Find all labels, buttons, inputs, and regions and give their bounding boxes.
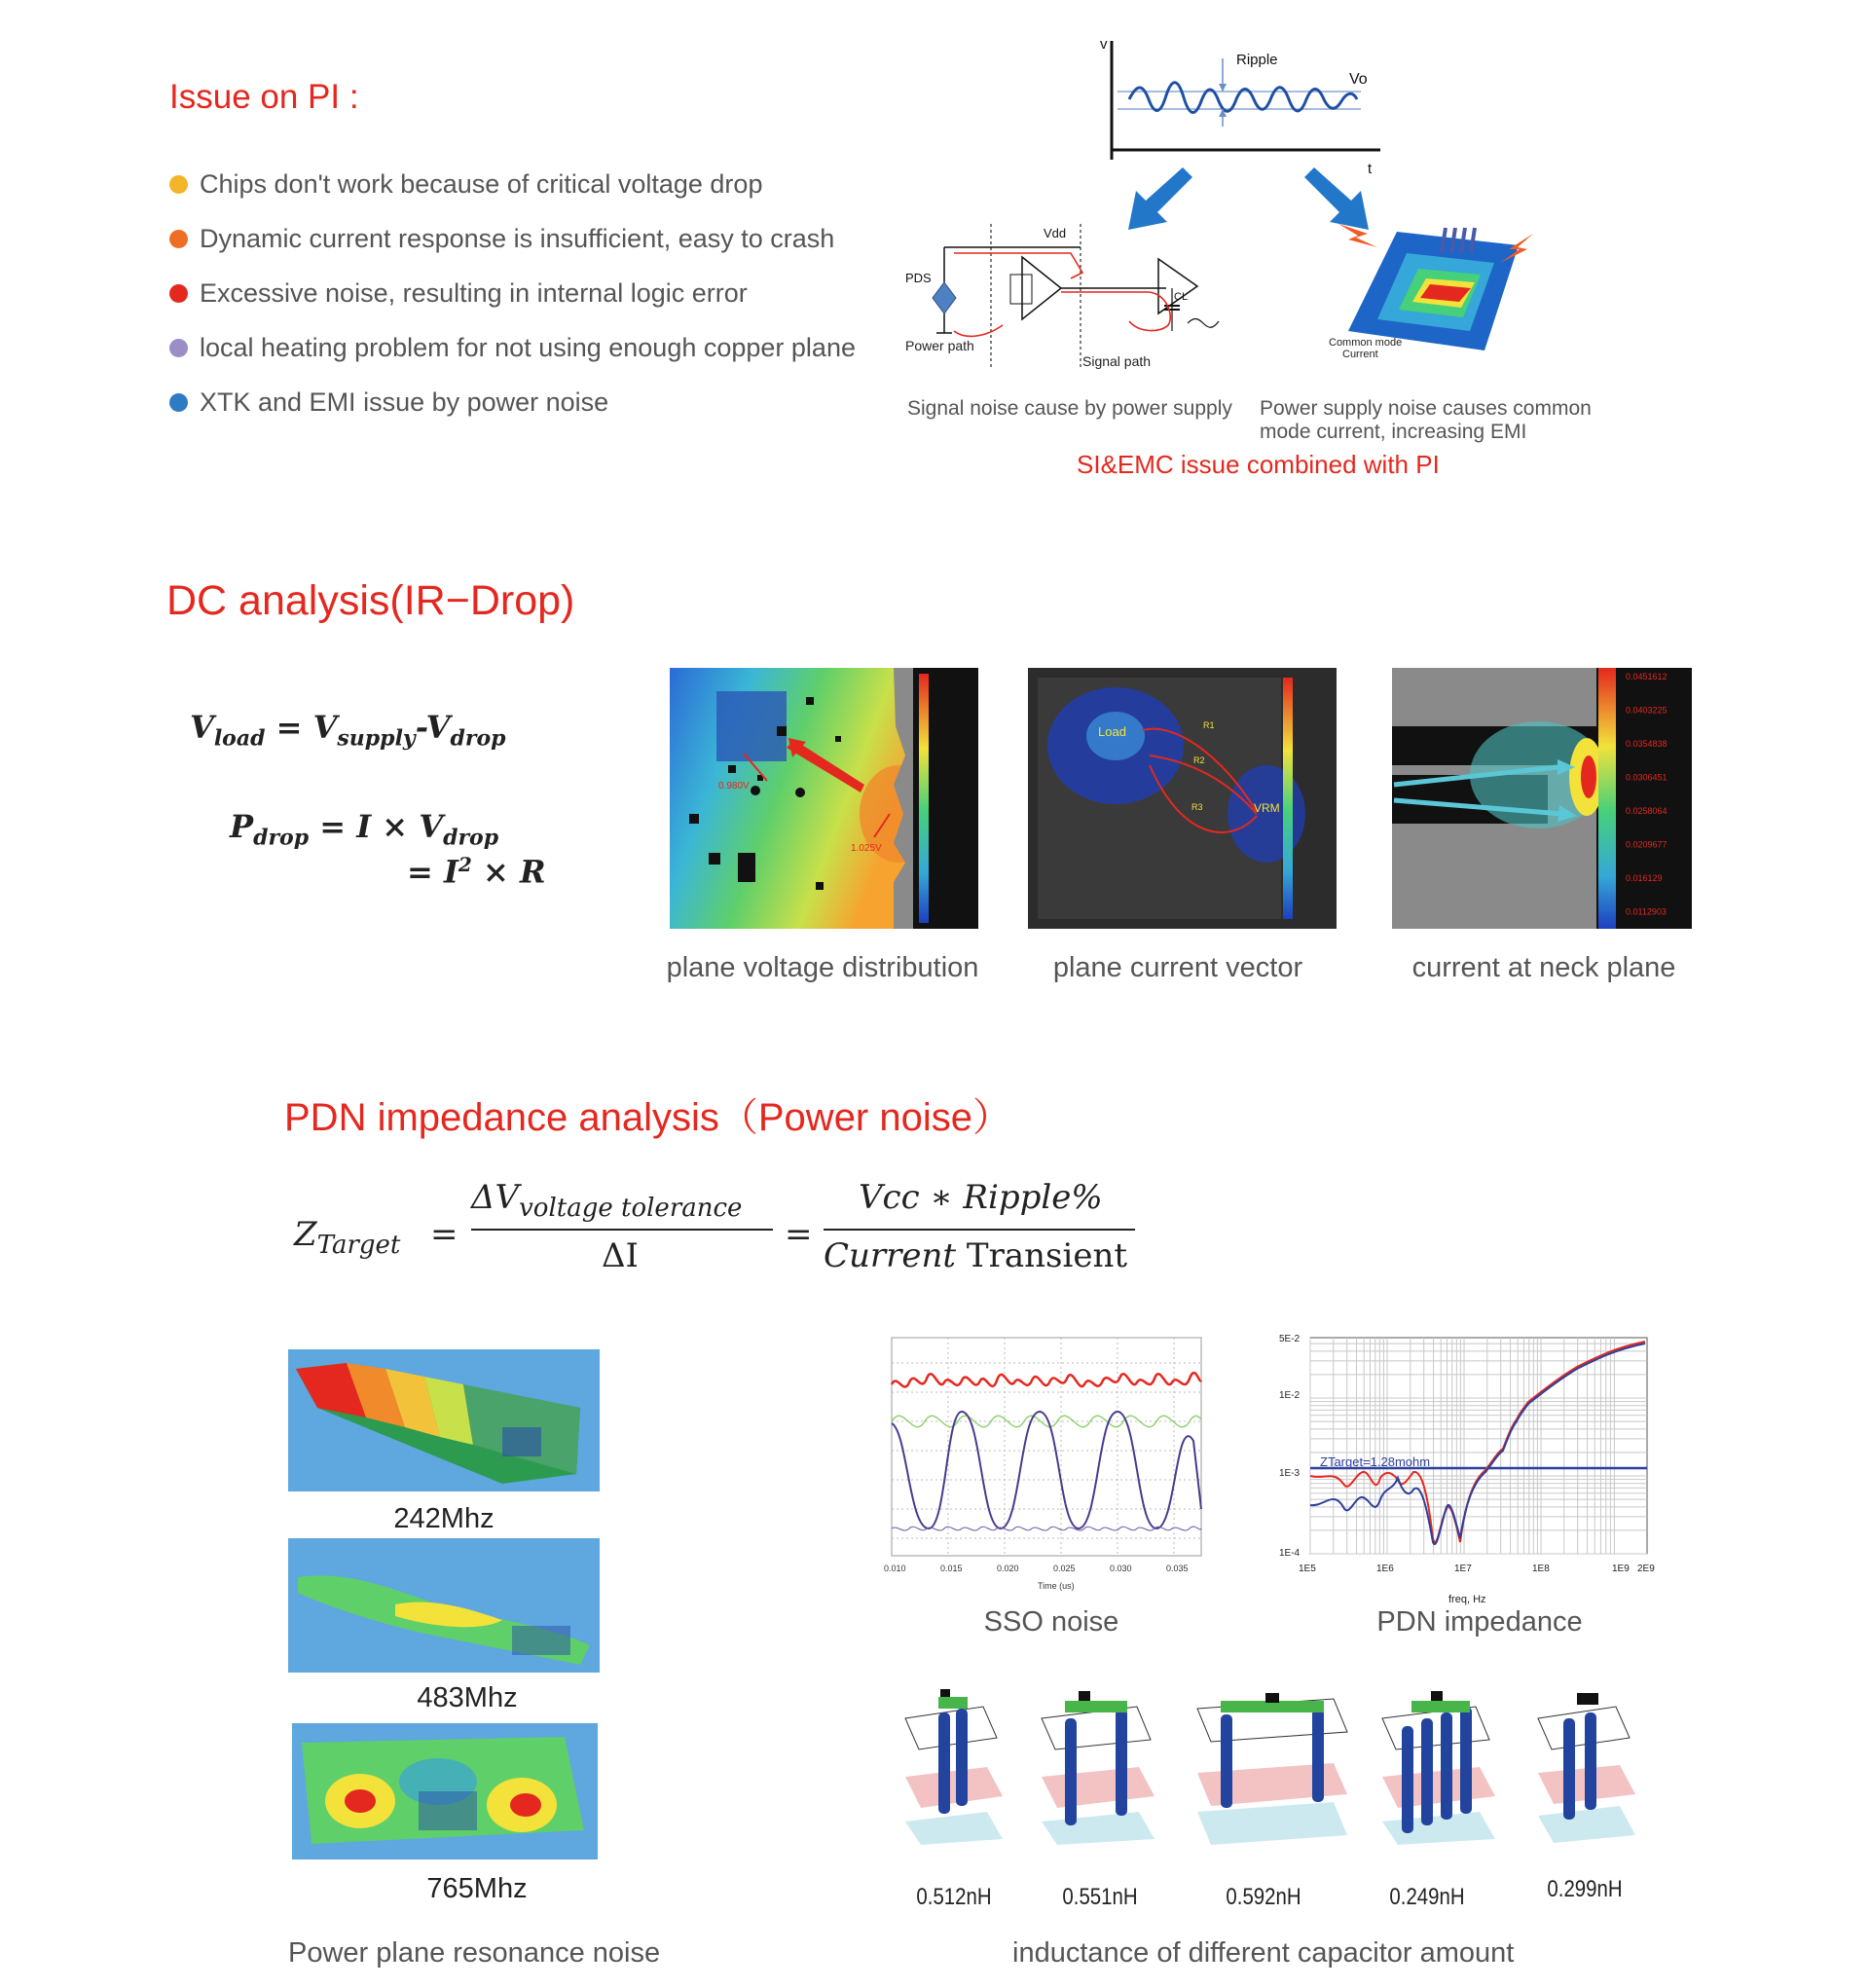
plane-voltage-distribution-map — [670, 668, 978, 929]
vo-label: Vo — [1349, 71, 1368, 88]
resonance-plate-765mhz — [292, 1723, 598, 1859]
si-emc-combined-caption: SI&EMC issue combined with PI — [1077, 450, 1440, 479]
ripple-label: Ripple — [1236, 52, 1278, 68]
resonance-freq-label: 483Mhz — [417, 1682, 518, 1713]
sso-noise-plot — [884, 1334, 1205, 1597]
current-label: Current — [1342, 349, 1378, 360]
issue-bullet-item — [169, 266, 856, 320]
common-mode-label: Common mode — [1329, 337, 1403, 349]
bullet-dot-icon — [169, 339, 188, 357]
pdn-x-tick: 1E9 — [1612, 1564, 1630, 1574]
resonance-freq-label: 242Mhz — [393, 1503, 495, 1534]
pdn-y-tick: 1E-3 — [1279, 1468, 1301, 1479]
issue-section-title: Issue on PI : — [169, 78, 359, 116]
issue-bullet-text: Dynamic current response is insufficient, easy to crash — [200, 223, 835, 253]
bullet-dot-icon — [169, 393, 188, 412]
capacitor-figure — [896, 1679, 1012, 1845]
axis-t-label: t — [1368, 161, 1373, 177]
pdn-x-tick: 1E5 — [1299, 1564, 1316, 1574]
voltage-low-label: 0.980V — [718, 781, 750, 792]
pdn-x-tick: 2E9 — [1637, 1564, 1655, 1574]
bullet-dot-icon — [169, 284, 188, 303]
signal-noise-caption: Signal noise cause by power supply — [907, 397, 1232, 420]
issue-bullet-text: Chips don't work because of critical voltage drop — [200, 168, 763, 199]
pdn-x-tick: 1E6 — [1376, 1564, 1394, 1574]
neck-scale-tick: 0.0112903 — [1626, 906, 1667, 917]
current-vector-caption: plane current vector — [1052, 952, 1303, 983]
r1-label: R1 — [1203, 720, 1215, 730]
pdrop-formula-line2: = $I^2 \times R$ — [407, 853, 546, 891]
issue-bullet-item — [169, 211, 856, 266]
sso-x-tick: 0.020 — [997, 1564, 1019, 1573]
capacitor-figure — [1528, 1679, 1645, 1845]
sso-x-tick: 0.015 — [940, 1564, 963, 1573]
plane-current-vector-map — [1028, 668, 1337, 929]
capacitor-figure — [1032, 1679, 1168, 1845]
pdn-y-tick: 1E-2 — [1279, 1390, 1301, 1401]
sso-x-tick: 0.025 — [1053, 1564, 1076, 1573]
inductance-label: 0.299nH — [1547, 1876, 1623, 1902]
power-noise-caption-line1: Power supply noise causes common — [1260, 397, 1592, 420]
sso-x-tick: 0.030 — [1110, 1564, 1132, 1573]
pdn-x-tick: 1E8 — [1532, 1564, 1550, 1574]
pdn-y-tick: 5E-2 — [1279, 1334, 1301, 1344]
pdrop-formula: $P_{drop} = I \times V_{drop}$ — [230, 808, 499, 851]
neck-scale-tick: 0.0209677 — [1626, 839, 1667, 850]
capacitor-figure — [1373, 1679, 1499, 1845]
sso-x-tick: 0.010 — [884, 1564, 906, 1573]
sso-x-label: Time (us) — [1038, 1581, 1075, 1591]
neck-plane-current-map — [1392, 668, 1692, 929]
bullet-dot-icon — [169, 230, 188, 248]
dc-section-title: DC analysis(IR−Drop) — [166, 577, 575, 624]
inductance-label: 0.512nH — [916, 1884, 992, 1910]
resonance-plate-483mhz — [288, 1538, 600, 1673]
capacitor-figure — [1188, 1679, 1353, 1845]
pdn-impedance-caption: PDN impedance — [1376, 1606, 1583, 1638]
inductance-label: 0.551nH — [1062, 1884, 1138, 1910]
r2-label: R2 — [1193, 755, 1205, 765]
sso-x-tick: 0.035 — [1166, 1564, 1189, 1573]
pds-label: PDS — [905, 271, 932, 285]
capacitor-inductance-figures — [896, 1679, 1655, 1923]
vdd-label: Vdd — [1044, 226, 1067, 240]
issue-bullet-item — [169, 157, 856, 211]
issue-bullet-item — [169, 320, 856, 375]
resonance-caption: Power plane resonance noise — [288, 1937, 661, 1969]
resonance-freq-label: 765Mhz — [426, 1873, 528, 1904]
axis-v-label: v — [1100, 36, 1108, 53]
issue-bullet-text: XTK and EMI issue by power noise — [200, 387, 609, 417]
power-signal-circuit-diagram — [905, 224, 1227, 370]
resonance-plate-242mhz — [288, 1349, 600, 1491]
issue-bullet-list — [169, 157, 856, 429]
r3-label: R3 — [1191, 802, 1203, 812]
neck-scale-tick: 0.0258064 — [1626, 806, 1667, 816]
neck-scale-tick: 0.0451612 — [1626, 672, 1667, 681]
load-label: Load — [1098, 724, 1126, 739]
sso-noise-caption: SSO noise — [983, 1606, 1119, 1638]
pdn-x-label: freq, Hz — [1448, 1594, 1486, 1605]
power-noise-caption-line2: mode current, increasing EMI — [1260, 421, 1527, 443]
neck-plane-caption: current at neck plane — [1411, 952, 1676, 983]
neck-scale-tick: 0.0306451 — [1626, 772, 1667, 783]
pdn-section-title: PDN impedance analysis（Power noise） — [284, 1096, 1011, 1139]
vrm-label: VRM — [1254, 801, 1280, 815]
voltage-high-label: 1.025V — [851, 843, 882, 854]
common-mode-current-figure — [1329, 224, 1543, 360]
issue-bullet-text: Excessive noise, resulting in internal logic error — [200, 277, 748, 308]
issue-bullet-text: local heating problem for not using enough copper plane — [200, 332, 856, 362]
vload-formula: $V_{load} = V_{supply}-V_{drop}$ — [190, 709, 506, 752]
neck-scale-tick: 0.016129 — [1626, 873, 1663, 883]
pdn-x-tick: 1E7 — [1454, 1564, 1472, 1574]
ripple-waveform-graph — [1098, 35, 1390, 181]
pdn-impedance-plot — [1265, 1334, 1665, 1606]
cl-label: CL — [1174, 291, 1189, 303]
voltage-distribution-caption: plane voltage distribution — [666, 952, 979, 983]
signal-path-label: Signal path — [1082, 353, 1152, 369]
ztarget-formula: $Z_{Target}$ = $\Delta V_{voltage tolerance}$ ΔI = Vcc ∗ Ripple% Current Transient — [294, 1178, 1151, 1285]
pdn-y-tick: 1E-4 — [1279, 1548, 1301, 1559]
bullet-dot-icon — [169, 175, 188, 194]
ztarget-label: ZTarget=1.28mohm — [1320, 1454, 1431, 1469]
power-path-label: Power path — [905, 338, 974, 353]
inductance-caption: inductance of different capacitor amount — [1012, 1937, 1515, 1969]
neck-scale-tick: 0.0354838 — [1626, 739, 1667, 749]
neck-scale-tick: 0.0403225 — [1626, 705, 1667, 716]
inductance-label: 0.249nH — [1389, 1884, 1465, 1910]
inductance-label: 0.592nH — [1226, 1884, 1301, 1910]
issue-bullet-item — [169, 375, 856, 429]
